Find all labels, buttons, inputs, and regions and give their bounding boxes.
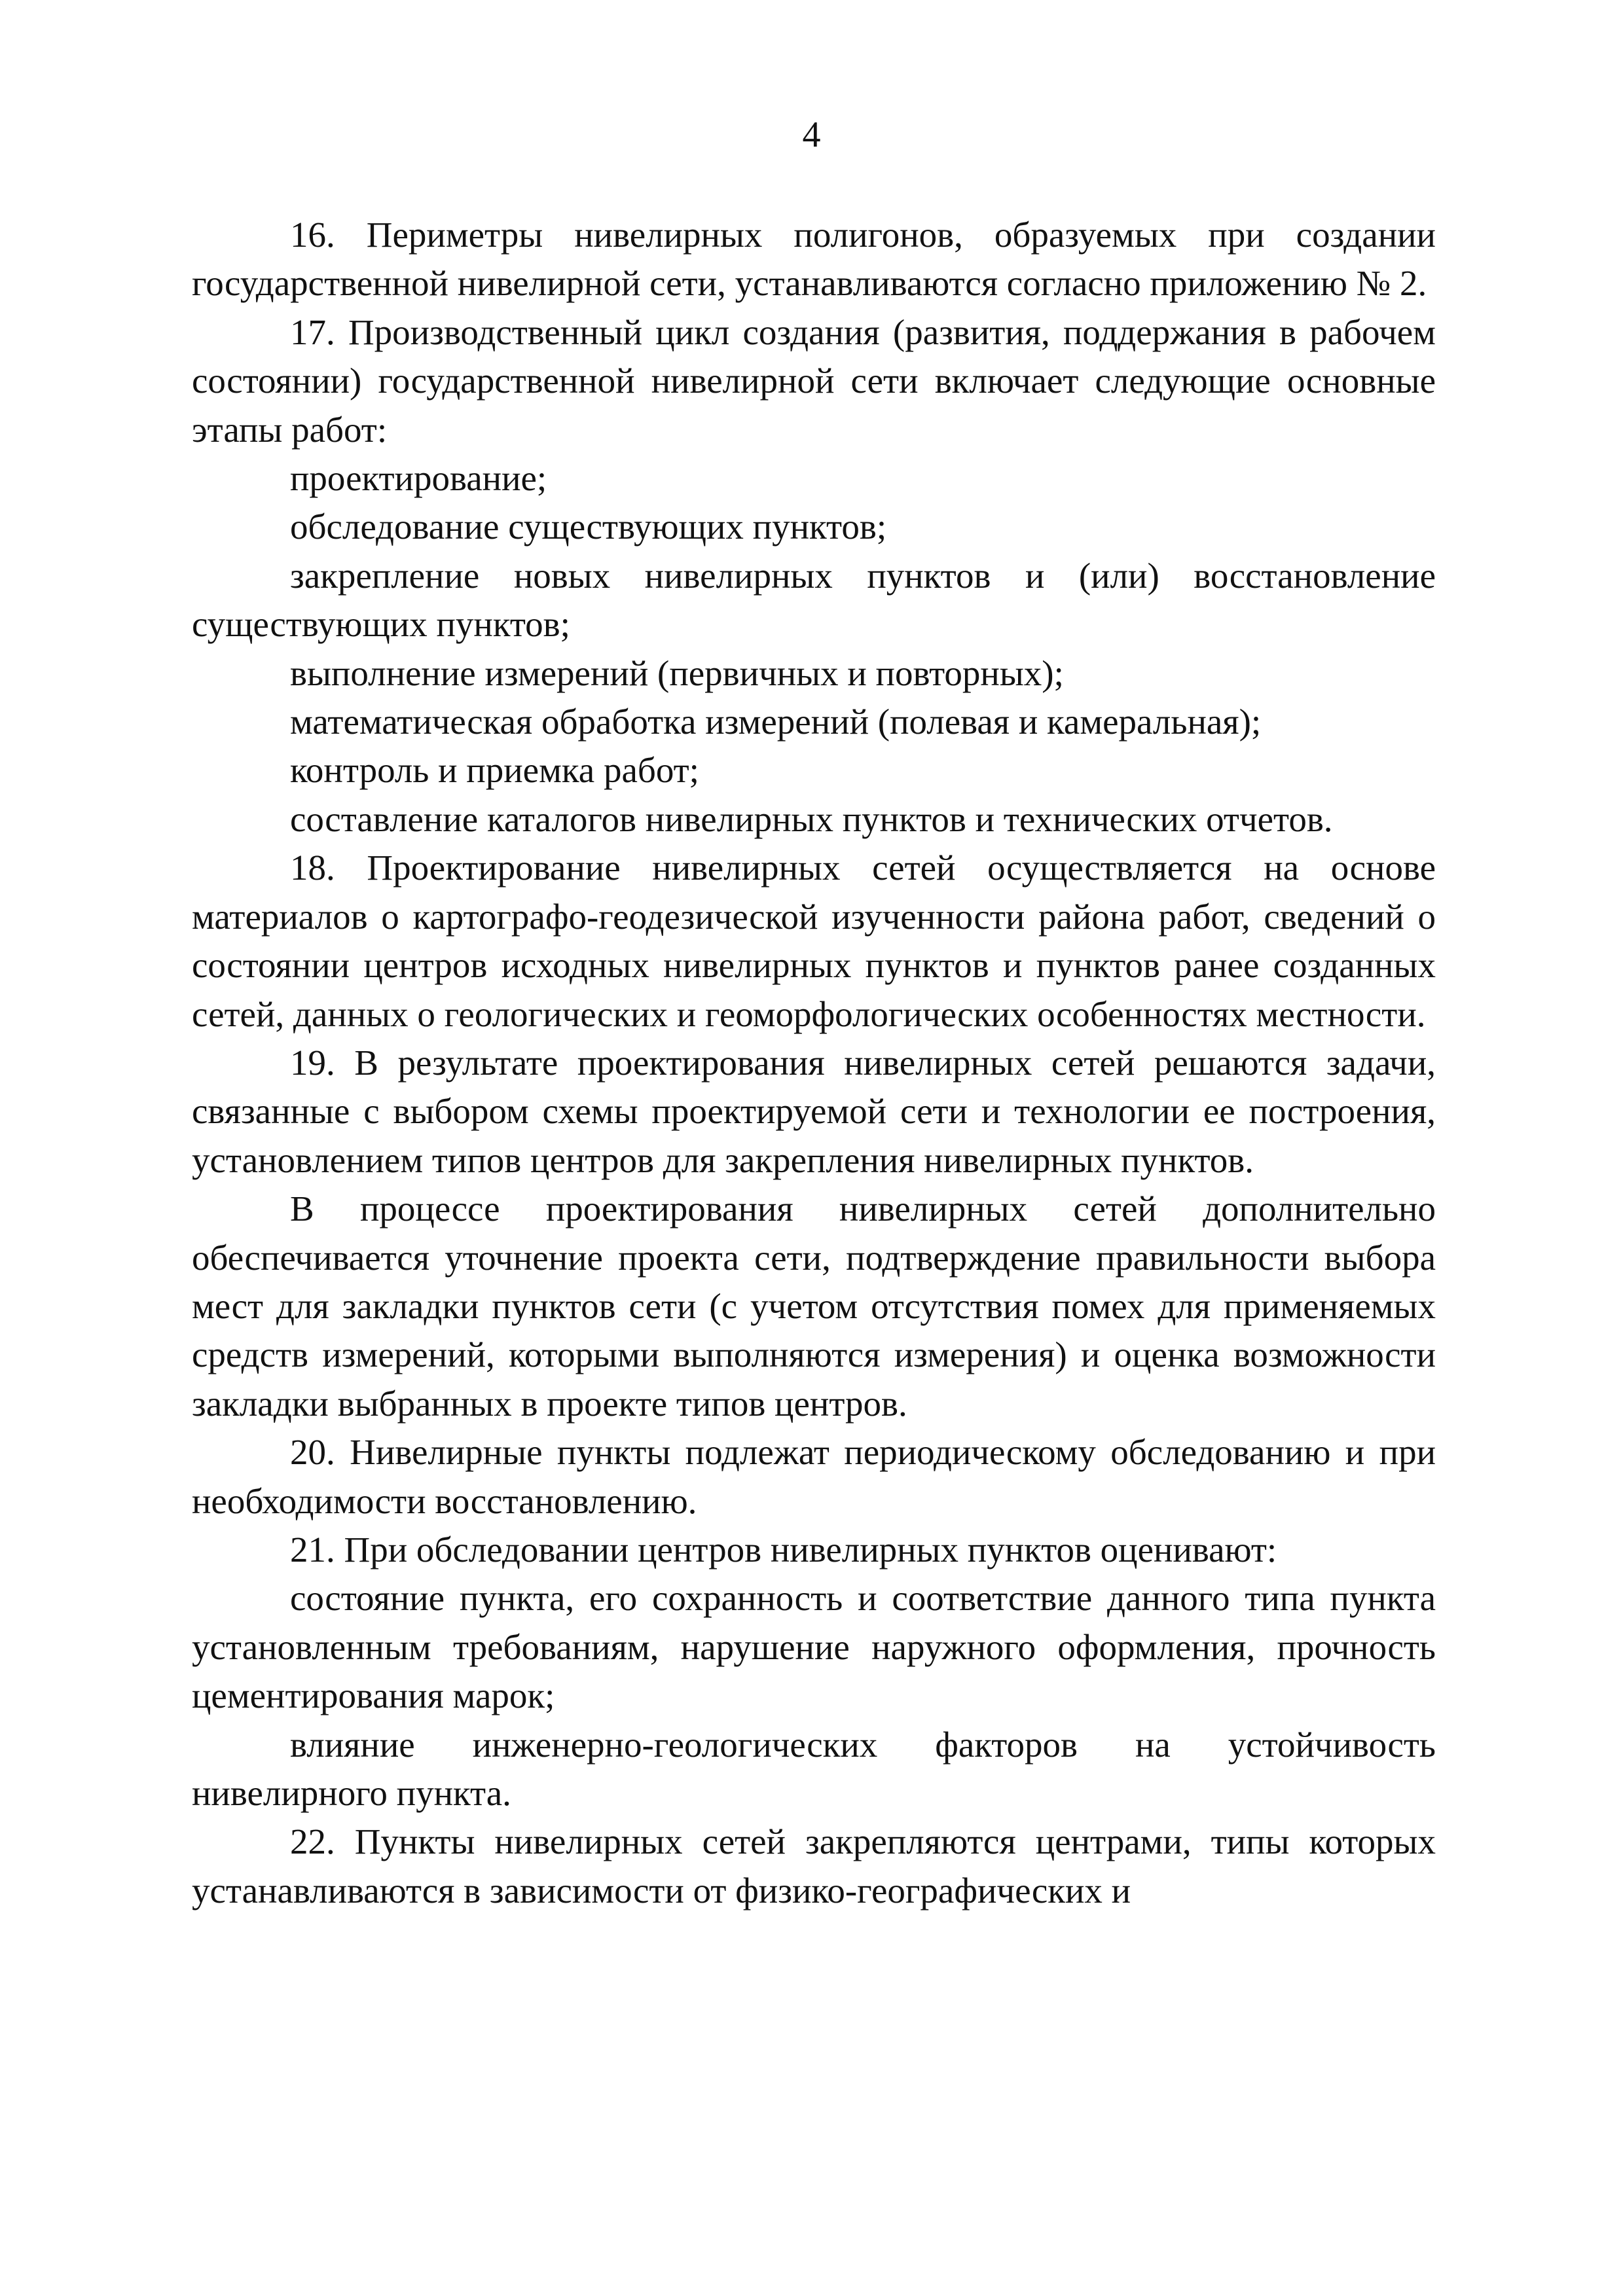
- paragraph-20: 20. Нивелирные пункты подлежат периодическому обследованию и при необходимости восстановлению.: [192, 1432, 1436, 1521]
- list-item-geology: влияние инженерно-геологических факторов на устойчивость нивелирного пункта.: [192, 1724, 1436, 1813]
- list-item-acceptance: контроль и приемка работ;: [290, 750, 699, 791]
- list-item-condition: состояние пункта, его сохранность и соответствие данного типа пункта установленным требованиям, нарушение наружного оформления, прочность цементирования марок;: [192, 1578, 1436, 1716]
- list-item-processing: математическая обработка измерений (полевая и камеральная);: [290, 702, 1262, 742]
- paragraph-18: 18. Проектирование нивелирных сетей осуществляется на основе материалов о картографо-геодезической изученности района работ, сведений о состоянии центров исходных нивелирных пунктов и пунктов ранее созданных сетей, данных о геологических и геоморфологических особенностях местности.: [192, 848, 1436, 1034]
- paragraph-17: 17. Производственный цикл создания (развития, поддержания в рабочем состоянии) государственной нивелирной сети включает следующие основные этапы работ:: [192, 312, 1436, 450]
- list-item-catalogs: составление каталогов нивелирных пунктов и технических отчетов.: [290, 798, 1333, 839]
- list-item-survey: обследование существующих пунктов;: [290, 507, 887, 547]
- paragraph-22: 22. Пункты нивелирных сетей закрепляются центрами, типы которых устанавливаются в зависимости от физико-географических и: [192, 1821, 1436, 1910]
- list-item-design: проектирование;: [290, 458, 547, 499]
- paragraph-19-continued: В процессе проектирования нивелирных сетей дополнительно обеспечивается уточнение проекта сети, подтверждение правильности выбора мест для закладки пунктов сети (с учетом отсутствия помех для применяемых средств измерений, которыми выполняются измерения) и оценка возможности закладки выбранных в проекте типов центров.: [192, 1189, 1436, 1424]
- document-body: [192, 211, 1436, 1915]
- page-number: 4: [802, 115, 821, 155]
- paragraph-19: 19. В результате проектирования нивелирных сетей решаются задачи, связанные с выбором схемы проектируемой сети и технологии ее построения, установлением типов центров для закрепления нивелирных пунктов.: [192, 1042, 1436, 1180]
- list-item-monumentation: закрепление новых нивелирных пунктов и (или) восстановление существующих пунктов;: [192, 555, 1436, 645]
- paragraph-16: 16. Периметры нивелирных полигонов, образуемых при создании государственной нивелирной сети, устанавливаются согласно приложению № 2.: [192, 215, 1436, 304]
- paragraph-21: 21. При обследовании центров нивелирных пунктов оценивают:: [290, 1529, 1277, 1570]
- list-item-measurements: выполнение измерений (первичных и повторных);: [290, 653, 1064, 693]
